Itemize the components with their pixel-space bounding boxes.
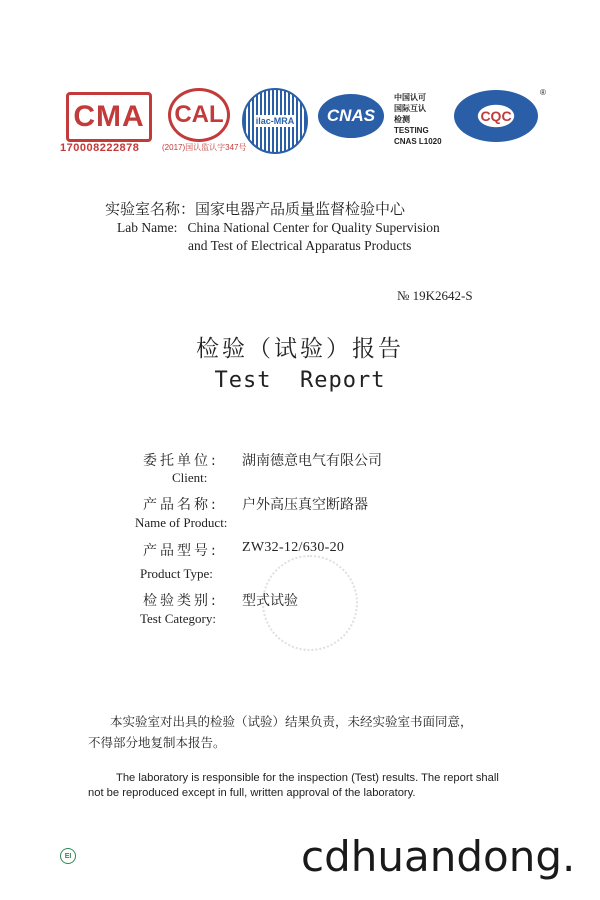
lab-name-en-line2: and Test of Electrical Apparatus Products <box>188 238 412 253</box>
notice-en <box>88 771 548 801</box>
client-label-en: Client: <box>172 470 208 485</box>
cnas-line-3: 检测 <box>394 115 410 124</box>
report-title-en: Test Report <box>214 368 386 393</box>
cal-number: (2017)国认监认字347号 <box>162 143 247 152</box>
ilac-mra-logo <box>242 88 308 154</box>
report-title-cn: 检验（试验）报告 <box>196 336 404 362</box>
cnas-accreditation-text <box>394 92 442 147</box>
report-number: № 19K2642-S <box>397 288 473 303</box>
watermark-text: cdhuandong. <box>301 832 576 881</box>
notice-cn <box>88 711 538 753</box>
cal-logo: CAL <box>168 88 230 142</box>
cnas-line-5: CNAS L1020 <box>394 137 442 146</box>
cma-number: 170008222878 <box>60 142 140 154</box>
product-type-label-en: Product Type: <box>140 566 213 581</box>
cnas-line-1: 中国认可 <box>394 93 426 102</box>
client-value: 湖南德意电气有限公司 <box>242 453 382 469</box>
product-type-label-cn: 产品型号: <box>143 543 219 559</box>
test-category-value: 型式试验 <box>242 593 298 609</box>
product-type-value: ZW32-12/630-20 <box>242 540 345 555</box>
lab-name-en-line1: Lab Name: China National Center for Quality Supervision <box>117 220 440 235</box>
client-label-cn: 委托单位: <box>143 453 219 469</box>
cqc-logo: CQC <box>454 90 538 142</box>
cnas-logo: CNAS <box>318 94 384 138</box>
product-name-label-cn: 产品名称: <box>143 497 219 513</box>
registered-mark: ® <box>540 88 546 97</box>
test-category-label-cn: 检验类别: <box>143 593 219 609</box>
test-category-label-en: Test Category: <box>140 611 216 626</box>
cnas-line-4: TESTING <box>394 126 429 135</box>
certification-logos <box>60 86 560 161</box>
notice-en-line1: The laboratory is responsible for the inspection (Test) results. The report shall <box>116 772 499 784</box>
notice-cn-line1: 本实验室对出具的检验（试验）结果负责，未经实验室书面同意， <box>110 714 473 729</box>
notice-cn-line2: 不得部分地复制本报告。 <box>88 735 226 750</box>
certification-mark-icon: EI <box>60 848 76 864</box>
ilac-mra-text: ilac-MRA <box>255 116 295 126</box>
product-name-value: 户外高压真空断路器 <box>242 497 368 513</box>
lab-name-en <box>117 219 440 255</box>
cma-logo: CMA <box>66 92 152 142</box>
notice-en-line2: not be reproduced except in full, written approval of the laboratory. <box>88 787 416 799</box>
product-name-label-en: Name of Product: <box>135 515 228 530</box>
lab-name-cn: 实验室名称：国家电器产品质量监督检验中心 <box>105 200 406 218</box>
cnas-line-2: 国际互认 <box>394 104 426 113</box>
